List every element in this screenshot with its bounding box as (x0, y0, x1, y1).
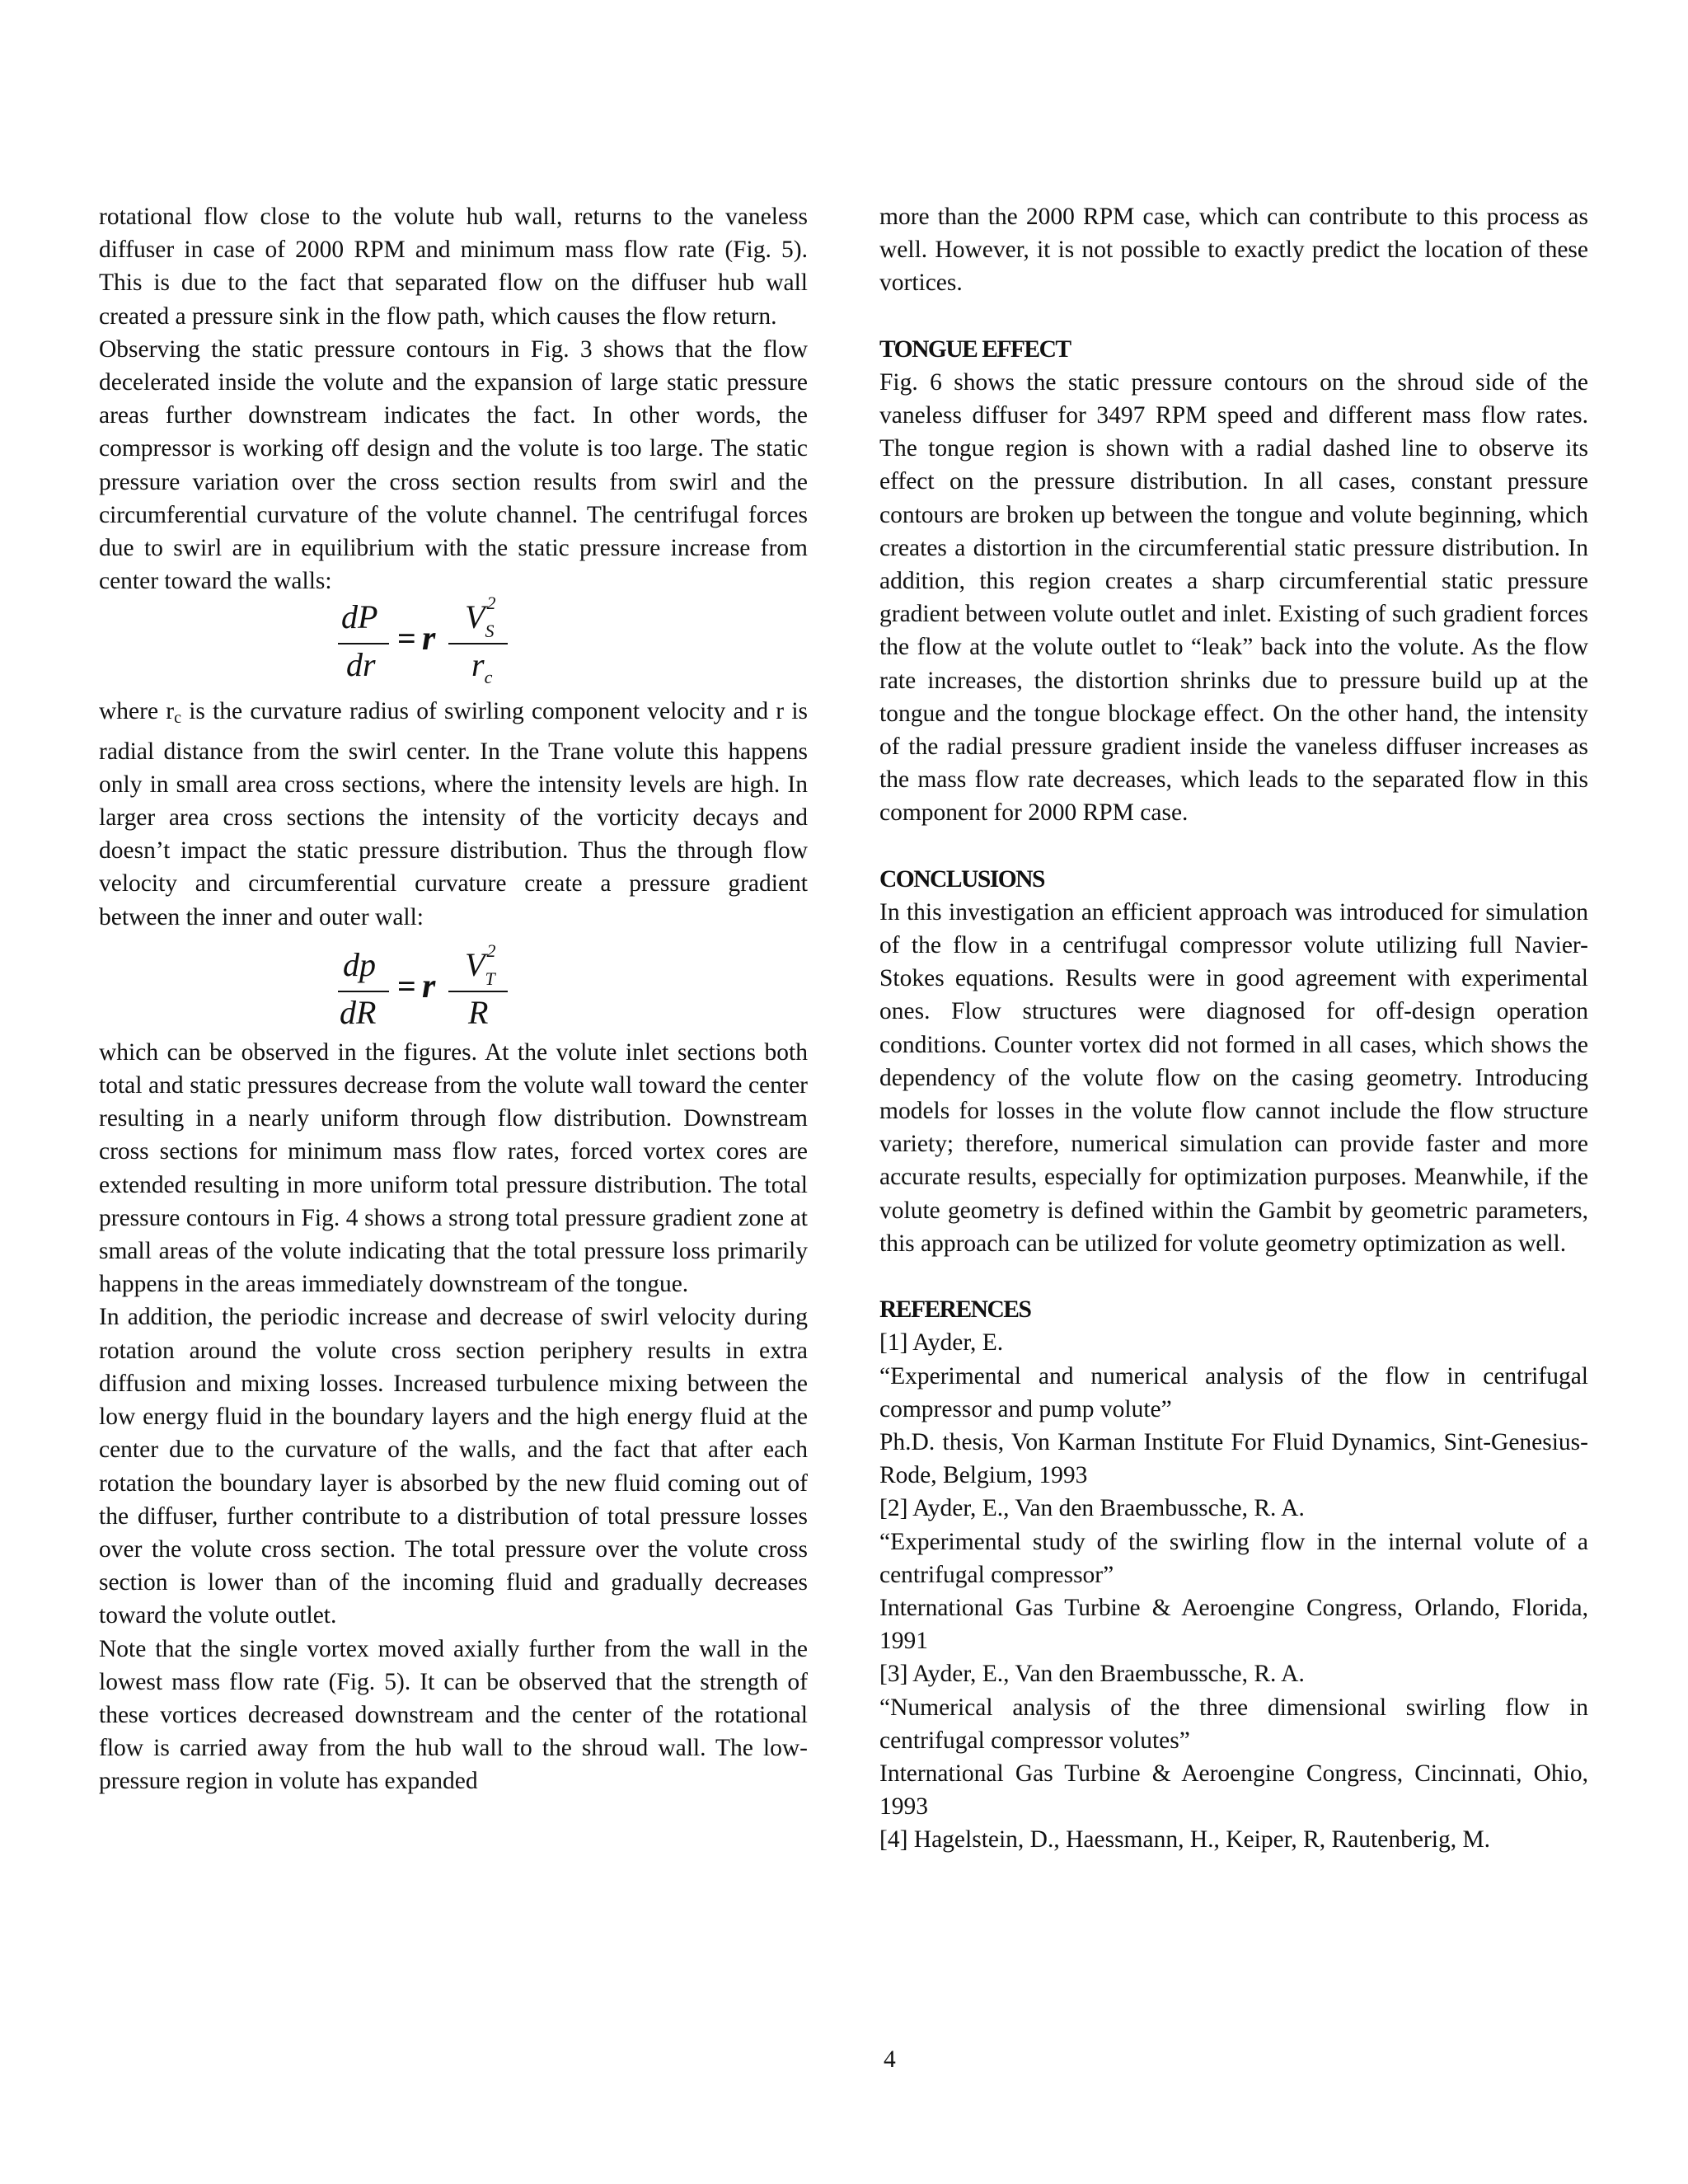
reference-list (879, 1326, 1588, 1856)
eq1-rho-symbol: r (422, 620, 436, 658)
reference-2-authors: [2] Ayder, E., Van den Braembussche, R. A. (879, 1495, 1305, 1522)
right-column (879, 200, 1588, 1857)
reference-4-authors: [4] Hagelstein, D., Haessmann, H., Keiper, R, Rautenberig, M. (879, 1826, 1491, 1854)
eq2-fraction-bar-right (448, 991, 508, 992)
eq2-denominator-right: R (468, 993, 489, 1031)
paragraph-curvature-radius: where rc is the curvature radius of swirling component velocity and r is radial distance from the swirl center. In the Trane volute this happens only in small area cross sections, where the intensity levels are high. In larger area cross sections the intensity of the vorticity decays and doesn’t impact the static pressure distribution. Thus the through flow velocity and circumferential curvature create a pressure gradient between the inner and outer wall: (99, 698, 808, 930)
paragraph-rotational-flow: rotational flow close to the volute hub wall, returns to the vaneless diffuser in case of 2000 RPM and minimum mass flow rate (Fig. 5). This is due to the fact that separated flow on the diffuser hub wall created a pressure sink in the flow path, which causes the flow return. (99, 204, 808, 330)
paragraph-continued: more than the 2000 RPM case, which can contribute to this process as well. However, it is not possible to exactly predict the location of these vortices. (879, 204, 1588, 297)
eq1-fraction-bar-left (338, 643, 389, 644)
reference-3-authors: [3] Ayder, E., Van den Braembussche, R. A. (879, 1661, 1305, 1688)
paragraph-conclusions: In this investigation an efficient approach was introduced for simulation of the flow in a centrifugal compressor volute utilizing full Navier-Stokes equations. Results were in good agreement with experimental ones. Flow structures were diagnosed for off-design operation conditions. Counter vortex did not formed in all cases, which shows the dependency of the volute flow on the casing geometry. Introducing models for losses in the volute flow cannot include the flow structure variety; therefore, numerical simulation can provide faster and more accurate results, especially for optimization purposes. Meanwhile, if the volute geometry is defined within the Gambit by geometric parameters, this approach can be utilized for volute geometry optimization as well. (879, 898, 1588, 1257)
reference-3-title: “Numerical analysis of the three dimensional swirling flow in centrifugal compressor volutes” (879, 1694, 1588, 1754)
eq1-numerator-right: V 2 S (465, 593, 496, 642)
paragraph-tongue-effect: Fig. 6 shows the static pressure contours on the shroud side of the vaneless diffuser for 3497 RPM speed and different mass flow rates. The tongue region is shown with a radial dashed line to observe its effect on the pressure distribution. In all cases, constant pressure contours are broken up between the tongue and volute beginning, which creates a distortion in the circumferential static pressure distribution. In addition, this region creates a sharp circumferential static pressure gradient between volute outlet and inlet. Existing of such gradient forces the flow at the volute outlet to “leak” back into the volute. As the flow rate increases, the distortion shrinks due to pressure build up at the tongue and the tongue blockage effect. On the other hand, the intensity of the radial pressure gradient inside the vaneless diffuser increases as the mass flow rate decreases, which leads to the separated flow in this component for 2000 RPM case. (879, 368, 1588, 827)
paragraph-swirl-velocity: In addition, the periodic increase and decrease of swirl velocity during rotation around the volute cross section periphery results in extra diffusion and mixing losses. Increased turbulence mixing between the low energy fluid in the boundary layers and the high energy fluid at the center due to the curvature of the walls, and the fact that after each rotation the boundary layer is absorbed by the new fluid coming out of the diffuser, further contribute to a distribution of total pressure losses over the volute cross section. The total pressure over the volute cross section is lower than of the incoming fluid and gradually decreases toward the volute outlet. (99, 1304, 808, 1629)
left-column (99, 200, 808, 1798)
reference-1-source: Ph.D. thesis, Von Karman Institute For Fluid Dynamics, Sint-Genesius-Rode, Belgium, 1993 (879, 1428, 1588, 1489)
eq2-equals: = (397, 967, 416, 1005)
eq1-denominator-left: dr (346, 646, 376, 684)
eq2-rho-symbol: r (422, 967, 436, 1005)
heading-tongue-effect: TONGUE EFFECT (879, 335, 1071, 363)
reference-1-authors: [1] Ayder, E. (879, 1329, 1004, 1357)
eq2-numerator-left: dp (343, 945, 376, 983)
reference-2-source: International Gas Turbine & Aeroengine Congress, Orlando, Florida, 1991 (879, 1594, 1588, 1655)
eq1-equals: = (397, 620, 416, 658)
equation-static-pressure-gradient (99, 593, 808, 695)
page-number: 4 (884, 2046, 896, 2073)
heading-conclusions: CONCLUSIONS (879, 865, 1044, 893)
equation-radial-pressure-gradient (99, 940, 808, 1036)
eq1-numerator-left: dP (341, 598, 378, 636)
eq2-fraction-bar-left (338, 991, 389, 992)
reference-3-source: International Gas Turbine & Aeroengine Congress, Cincinnati, Ohio, 1993 (879, 1760, 1588, 1821)
eq1-fraction-bar-right (448, 643, 508, 644)
paragraph-static-pressure: Observing the static pressure contours in Fig. 3 shows that the flow decelerated inside the volute and the expansion of large static pressure areas further downstream indicates the fact. In other words, the compressor is working off design and the volute is too large. The static pressure variation over the cross section results from swirl and the circumferential curvature of the volute channel. The centrifugal forces due to swirl are in equilibrium with the static pressure increase from center toward the walls: (99, 335, 808, 595)
paragraph-single-vortex: Note that the single vortex moved axially further from the wall in the lowest mass flow rate (Fig. 5). It can be observed that the strength of these vortices decreased downstream and the center of the rotational flow is carried away from the hub wall to the shroud wall. The low-pressure region in volute has expanded (99, 1635, 808, 1795)
heading-references: REFERENCES (879, 1296, 1031, 1324)
eq2-numerator-right: V 2 T (465, 940, 496, 989)
eq2-denominator-left: dR (340, 993, 377, 1031)
eq1-denominator-right: $r_c$ (471, 646, 493, 688)
reference-2-title: “Experimental study of the swirling flow in the internal volute of a centrifugal compressor” (879, 1528, 1588, 1588)
reference-1-title: “Experimental and numerical analysis of the flow in centrifugal compressor and pump volute” (879, 1362, 1588, 1422)
paragraph-inlet-sections: which can be observed in the figures. At the volute inlet sections both total and static pressures decrease from the volute wall toward the center resulting in a nearly uniform through flow distribution. Downstream cross sections for minimum mass flow rates, forced vortex cores are extended resulting in more uniform total pressure distribution. The total pressure contours in Fig. 4 shows a strong total pressure gradient zone at small areas of the volute indicating that the total pressure loss primarily happens in the areas immediately downstream of the tongue. (99, 1038, 808, 1298)
